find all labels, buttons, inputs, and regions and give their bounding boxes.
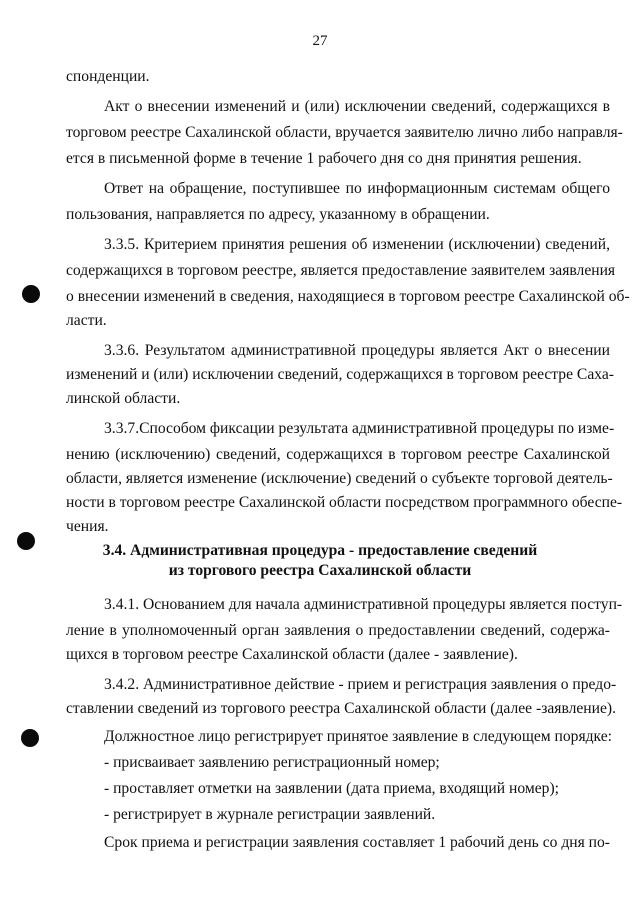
text-line: Ответ на обращение, поступившее по информационным системам общего — [104, 180, 610, 197]
text-line: пользования, направляется по адресу, указанному в обращении. — [66, 206, 490, 223]
text-line: изменений и (или) исключении сведений, содержащихся в торговом реестре Саха- — [66, 366, 614, 383]
punch-hole-mark — [22, 285, 40, 303]
page-number: 27 — [312, 33, 328, 49]
section-heading-line-1: 3.4. Административная процедура - предоставление сведений — [102, 542, 538, 559]
text-line: 3.3.7.Способом фиксации результата административной процедуры по изме- — [104, 420, 615, 437]
text-line: линской области. — [66, 390, 181, 407]
text-line: ности в торговом реестре Сахалинской области посредством программного обеспе- — [66, 494, 623, 511]
text-line: ется в письменной форме в течение 1 рабочего дня со дня принятия решения. — [66, 150, 582, 167]
text-line: Акт о внесении изменений и (или) исключении сведений, содержащихся в — [104, 98, 610, 115]
text-line: Срок приема и регистрации заявления составляет 1 рабочий день со дня по- — [104, 834, 610, 851]
text-line: торговом реестре Сахалинской области, вручается заявителю лично либо направля- — [66, 124, 623, 141]
punch-hole-mark — [21, 729, 39, 747]
text-line: 3.3.6. Результатом административной процедуры является Акт о внесении — [104, 342, 610, 359]
list-item: - регистрирует в журнале регистрации заявлений. — [104, 806, 436, 823]
text-line: чения. — [66, 518, 109, 535]
text-line: содержащихся в торговом реестре, является предоставление заявителем заявления — [66, 262, 616, 279]
text-line: 3.4.1. Основанием для начала административной процедуры является поступ- — [104, 596, 623, 613]
text-line: области, является изменение (исключение) сведений о субъекте торговой деятель- — [66, 470, 613, 487]
text-line: ление в уполномоченный орган заявления о предоставлении сведений, содержа- — [66, 622, 610, 639]
text-line: о внесении изменений в сведения, находящиеся в торговом реестре Сахалинской об- — [66, 288, 630, 305]
text-line: Должностное лицо регистрирует принятое заявление в следующем порядке: — [104, 728, 612, 745]
list-item: - присваивает заявлению регистрационный номер; — [104, 754, 440, 771]
text-line: 3.4.2. Административное действие - прием и регистрация заявления о предо- — [104, 676, 617, 693]
text-line: нению (исключению) сведений, содержащихся в торговом реестре Сахалинской — [66, 446, 610, 463]
text-line: 3.3.5. Критерием принятия решения об изменении (исключении) сведений, — [104, 236, 610, 253]
punch-hole-mark — [17, 532, 35, 550]
section-heading-line-2: из торгового реестра Сахалинской области — [168, 562, 472, 579]
text-line: ласти. — [66, 312, 107, 329]
text-line: щихся в торговом реестре Сахалинской области (далее - заявление). — [66, 646, 518, 663]
list-item: - проставляет отметки на заявлении (дата приема, входящий номер); — [104, 780, 559, 797]
text-line: спонденции. — [66, 68, 150, 85]
text-line: ставлении сведений из торгового реестра Сахалинской области (далее -заявление). — [66, 700, 617, 717]
